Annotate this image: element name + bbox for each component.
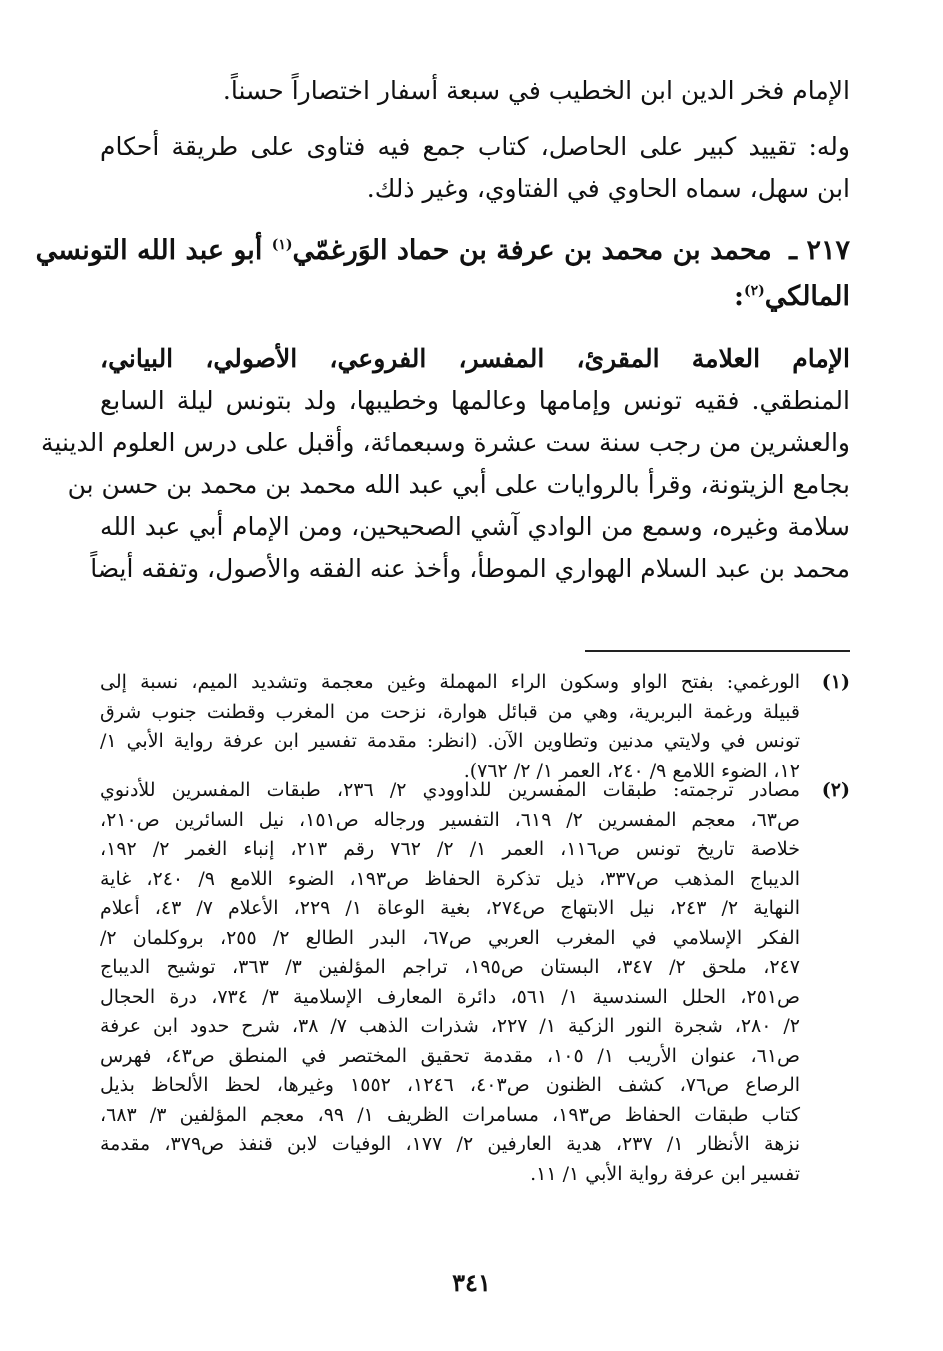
- footnote-line: ١٢، الضوء اللامع ٩/ ٢٤٠، العمر ١/ ٢/ ٧٦٢).: [463, 759, 800, 782]
- continuation-paragraph: [100, 70, 850, 112]
- page-number: ٣٤١: [452, 1268, 491, 1297]
- footnote-line: تونس في ولايتي مدنين وتطاوين الآن. (انظر: مقدمة تفسير ابن عرفة رواية الأبي ١/: [100, 730, 800, 752]
- footnote-1: [100, 668, 850, 786]
- footnote-line: مصادر ترجمته: طبقات المفسرين للداوودي ٢/ ٢٣٦، طبقات المفسرين للأدنوي: [100, 779, 800, 801]
- footnote-line: الديباج المذهب ص٣٣٧، ذيل تذكرة الحفاظ ص١٩٣، الضوء اللامع ٩/ ٢٤٠، غاية: [100, 867, 800, 890]
- entry-kunya: أبو عبد الله التونسي: [35, 235, 263, 266]
- footnote-line: النهاية ٢/ ٢٤٣، نيل الابتهاج ص٢٧٤، بغية الوعاة ١/ ٢٢٩، الأعلام ٧/ ٤٣، أعلام: [100, 897, 801, 919]
- footnote-2: [100, 776, 850, 1189]
- text-line: محمد بن عبد السلام الهواري الموطأ، وأخذ عنه الفقه والأصول، وتفقه أيضاً: [90, 554, 850, 583]
- footnote-line: الورغمي: بفتح الواو وسكون الراء المهملة وغين معجمة وتشديد الميم، نسبة إلى: [100, 671, 800, 693]
- text-line: وله: تقييد كبير على الحاصل، كتاب جمع فيه فتاوى على طريقة أحكام: [100, 132, 850, 161]
- footnote-line: ص٢٥١، الحلل السندسية ١/ ٥٦١، دائرة المعارف الإسلامية ٣/ ٧٣٤، درة الحجال: [100, 985, 801, 1008]
- footnote-ref-2: (٢): [744, 283, 765, 299]
- entry-colon: :: [734, 281, 744, 312]
- footnote-mark: (٢): [821, 779, 850, 801]
- footnote-line: خلاصة تاريخ تونس ص١١٦، العمر ١/ ٢/ ٧٦٢ رقم ٢١٣، إنباء الغمر ٢/ ١٩٢،: [100, 838, 800, 860]
- text-line: ابن سهل، سماه الحاوي في الفتاوي، وغير ذلك.: [366, 174, 850, 203]
- entry-heading: [35, 228, 850, 320]
- works-paragraph: [100, 126, 850, 210]
- biography-paragraph: [41, 338, 850, 590]
- footnote-line: ص٦١، عنوان الأريب ١/ ١٠٥، مقدمة تحقيق المختصر في المنطق ص٤٣، فهرس: [100, 1044, 801, 1067]
- text-line: والعشرين من رجب سنة ست عشرة وسبعمائة، وأقبل على درس العلوم الدينية: [41, 428, 850, 457]
- footnote-line: تفسير ابن عرفة رواية الأبي ١/ ١١.: [530, 1162, 800, 1185]
- entry-number: ٢١٧ ـ: [789, 235, 850, 266]
- entry-name: محمد بن محمد بن عرفة بن حماد الوَرغمّي: [292, 235, 772, 266]
- text-line: الإمام العلامة المقرئ، المفسر، الفروعي، الأصولي، البياني،: [100, 344, 850, 373]
- footnote-separator: [585, 650, 850, 652]
- footnote-line: ٢/ ٢٨٠، شجرة النور الزكية ١/ ٢٢٧، شذرات الذهب ٧/ ٣٨، شرح حدود ابن عرفة: [100, 1015, 801, 1037]
- footnote-line: الفكر الإسلامي في المغرب العربي ص٦٧، البدر الطالع ٢/ ٢٥٥، بروكلمان ٢/: [100, 926, 800, 949]
- text-line: سلامة وغيره، وسمع من الوادي آشي الصحيحين، ومن الإمام أبي عبد الله: [100, 512, 850, 541]
- footnote-line: ص٦٣، معجم المفسرين ٢/ ٦١٩، التفسير ورجاله ص١٥١، نيل السائرين ص٢١٠،: [100, 808, 800, 831]
- text-line: بجامع الزيتونة، وقرأ بالروايات على أبي عبد الله محمد بن محمد بن حسن بن: [67, 470, 850, 499]
- entry-madhhab: المالكي: [764, 281, 850, 312]
- footnote-line: قبيلة ورغمة البربرية، وهي من قبائل هوارة، نزحت من المغرب وقطنت جنوب شرق: [100, 700, 800, 723]
- footnote-ref-1: (١): [271, 237, 293, 253]
- footnote-line: نزهة الأنظار ١/ ٢٣٧، هدية العارفين ٢/ ١٧٧، الوفيات لابن قنفذ ص٣٧٩، مقدمة: [100, 1133, 800, 1155]
- footnote-line: الرصاع ص٧٦، كشف الظنون ص٤٠٣، ١٢٤٦، ١٥٥٢ وغيرها، لحظ الألحاظ بذيل: [100, 1074, 801, 1096]
- footnote-mark: (١): [821, 671, 850, 693]
- footnote-line: ٢٤٧، ملحق ٢/ ٣٤٧، البستان ص١٩٥، تراجم المؤلفين ٣/ ٣٦٣، توشيح الديباج: [100, 956, 800, 978]
- text-line: الإمام فخر الدين ابن الخطيب في سبعة أسفار اختصاراً حسناً.: [222, 76, 850, 105]
- text-line: المنطقي. فقيه تونس وإمامها وعالمها وخطيبها، ولد بتونس ليلة السابع: [100, 386, 850, 415]
- footnote-line: كتاب طبقات الحفاظ ص١٩٣، مسامرات الظريف ١/ ٩٩، معجم المؤلفين ٣/ ٦٨٣،: [100, 1103, 800, 1126]
- page-body: [35, 70, 850, 1300]
